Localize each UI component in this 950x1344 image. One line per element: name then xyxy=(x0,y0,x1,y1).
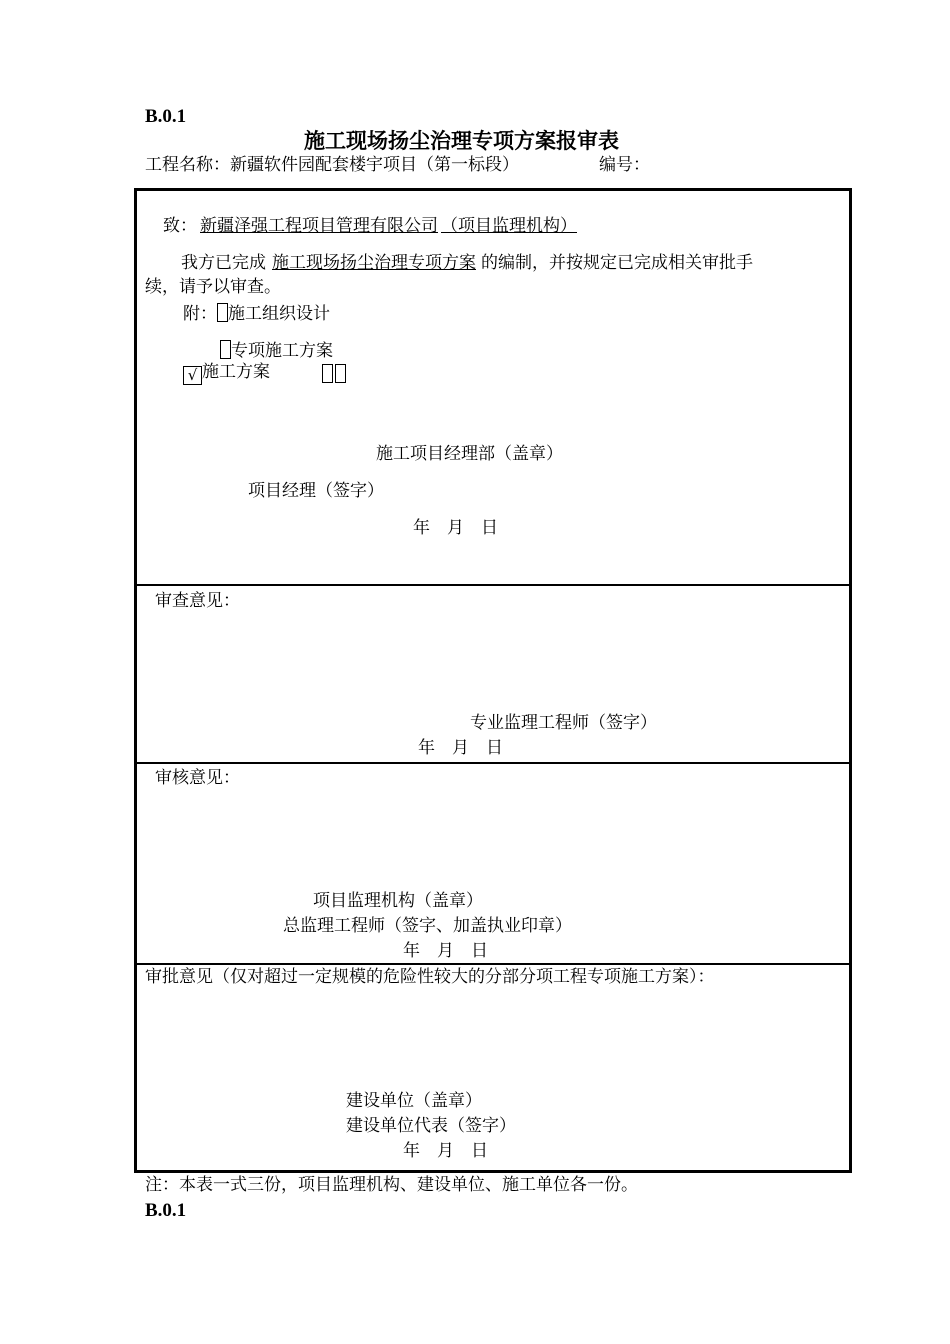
review-label: 审查意见： xyxy=(155,591,240,611)
to-org: 新疆泽强工程项目管理有限公司 xyxy=(200,216,438,236)
divider-2 xyxy=(134,762,852,764)
attachment-row-3 xyxy=(183,364,270,385)
divider-3 xyxy=(134,963,852,965)
project-header xyxy=(145,157,519,174)
body-suffix: 的编制，并按规定已完成相关审批手 xyxy=(481,253,753,273)
checkbox-special-plan[interactable] xyxy=(220,340,231,359)
body-subject: 施工现场扬尘治理专项方案 xyxy=(272,253,476,273)
attachment-row-2 xyxy=(220,340,333,360)
manager-sign: 项目经理（签字） xyxy=(248,481,384,501)
attach-special-plan: 专项施工方案 xyxy=(231,341,333,361)
chief-engineer-sign: 总监理工程师（签字、加盖执业印章） xyxy=(283,916,572,936)
checkbox-extra-1[interactable] xyxy=(322,364,333,383)
supervision-seal: 项目监理机构（盖章） xyxy=(313,891,483,911)
section2-date: 年 月 日 xyxy=(418,738,503,758)
section1-date: 年 月 日 xyxy=(413,518,498,538)
checkbox-construction-plan[interactable]: √ xyxy=(183,366,202,385)
divider-1 xyxy=(134,584,852,586)
form-code-top: B.0.1 xyxy=(145,106,187,127)
project-label: 工程名称： xyxy=(145,155,230,175)
footer-note: 注：本表一式三份，项目监理机构、建设单位、施工单位各一份。 xyxy=(145,1175,638,1195)
attachment-row-1 xyxy=(183,303,330,323)
body-line-1 xyxy=(181,255,753,272)
extra-boxes xyxy=(322,364,346,384)
attach-org-design: 施工组织设计 xyxy=(228,304,330,324)
approval-label: 审批意见（仅对超过一定规模的危险性较大的分部分项工程专项施工方案）： xyxy=(145,967,715,987)
attach-construction-plan: 施工方案 xyxy=(202,362,270,382)
body-prefix: 我方已完成 xyxy=(181,253,266,273)
attach-label: 附： xyxy=(183,304,217,324)
checkbox-org-design[interactable] xyxy=(217,303,228,322)
owner-rep-sign: 建设单位代表（签字） xyxy=(346,1116,516,1136)
page-title: 施工现场扬尘治理专项方案报审表 xyxy=(304,128,619,153)
owner-seal: 建设单位（盖章） xyxy=(346,1091,482,1111)
number-label: 编号： xyxy=(599,155,650,175)
form-code-bottom: B.0.1 xyxy=(145,1200,187,1221)
to-label: 致： xyxy=(163,216,197,236)
engineer-sign: 专业监理工程师（签字） xyxy=(470,713,657,733)
section4-date: 年 月 日 xyxy=(403,1141,488,1161)
to-suffix: （项目监理机构） xyxy=(441,216,577,236)
form-table xyxy=(134,188,852,1173)
section3-date: 年 月 日 xyxy=(403,941,488,961)
addressee-line xyxy=(163,218,577,235)
checkbox-extra-2[interactable] xyxy=(335,364,346,383)
body-line-2: 续，请予以审查。 xyxy=(145,277,281,297)
audit-label: 审核意见： xyxy=(155,768,240,788)
dept-seal: 施工项目经理部（盖章） xyxy=(376,444,563,464)
project-name: 新疆软件园配套楼宇项目（第一标段） xyxy=(230,155,519,175)
